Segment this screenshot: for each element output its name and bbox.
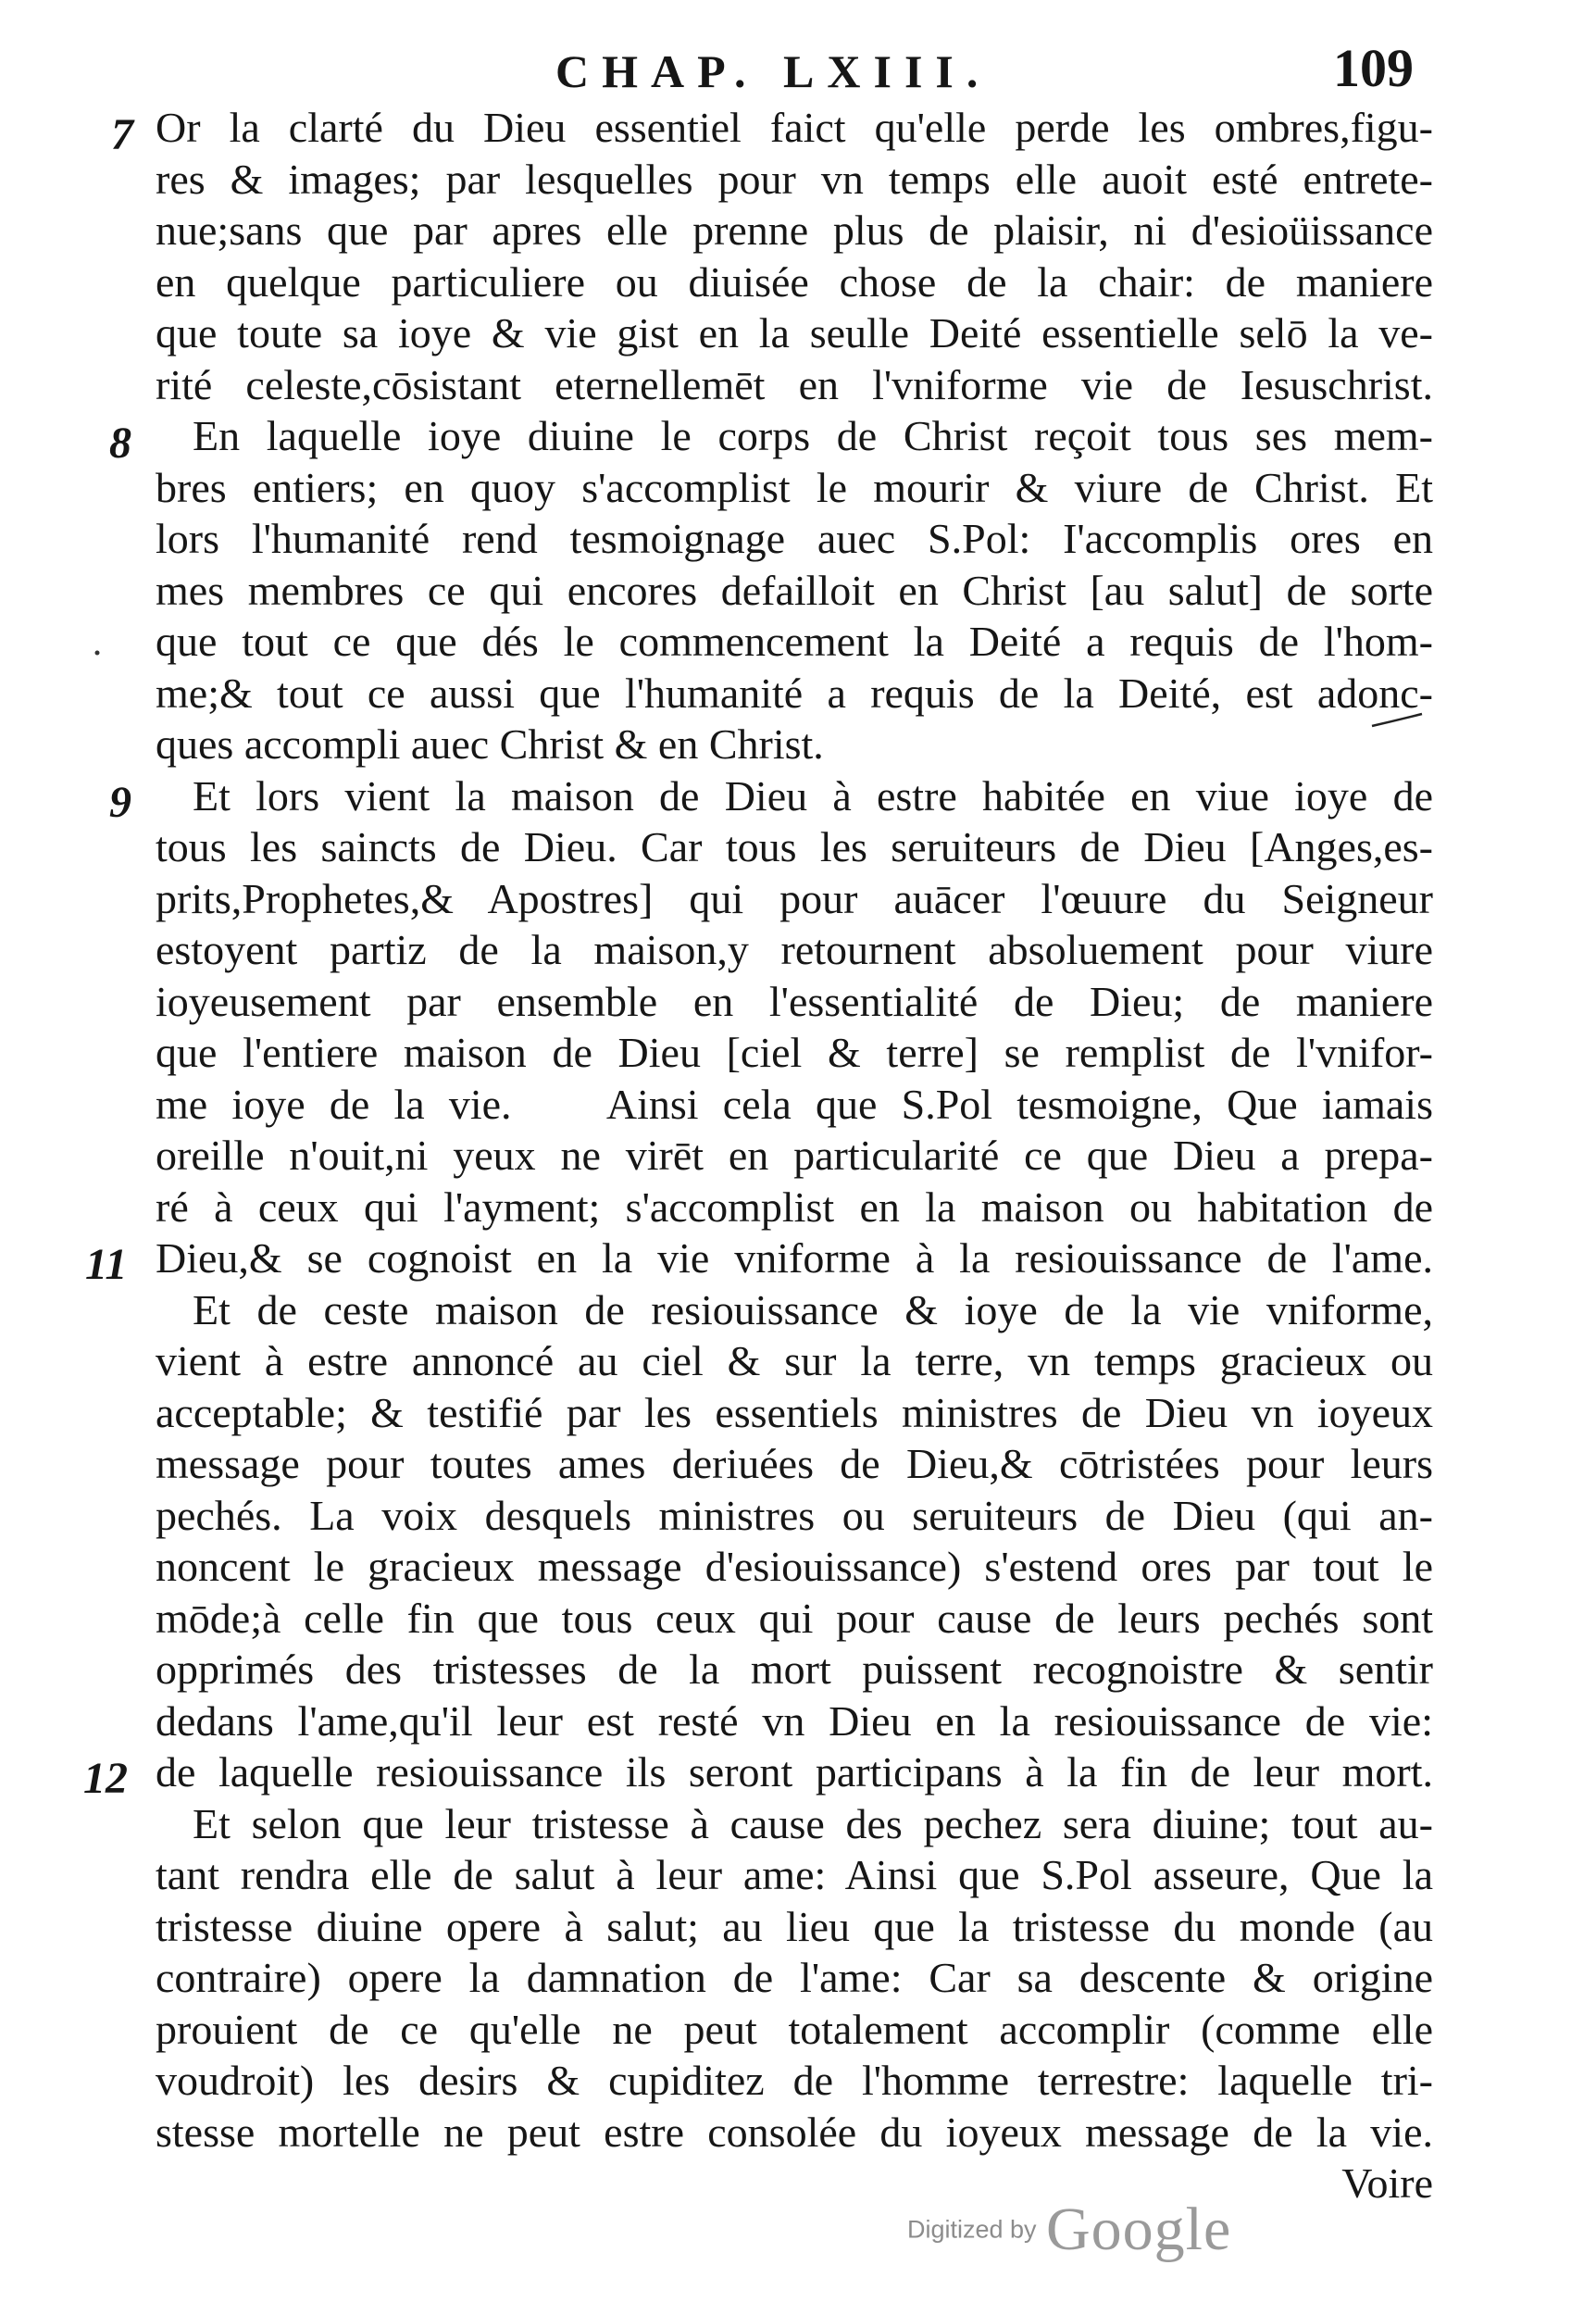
text-line: ioyeusement par ensemble en l'essentialité de Dieu; de maniere <box>156 977 1433 1025</box>
text-line: contraire) opere la damnation de l'ame: Car sa descente & origine <box>156 1954 1433 2001</box>
text-line: estoyent partiz de la maison,y retournent absoluement pour viure <box>156 926 1433 973</box>
text-line: Et de ceste maison de resiouissance & ioye de la vie vniforme, <box>193 1285 1433 1333</box>
body-text <box>156 102 1433 2209</box>
text-line: oreille n'ouit,ni yeux ne virēt en particularité ce que Dieu a prepa- <box>156 1132 1433 1179</box>
text-line: Et lors vient la maison de Dieu à estre habitée en viue ioye de <box>193 771 1433 820</box>
verse-number-12: 12 <box>83 1754 128 1803</box>
text-line: dedans l'ame,qu'il leur est resté vn Dieu en la resiouissance de vie: <box>156 1696 1433 1745</box>
text-line: Or la clarté du Dieu essentiel faict qu'elle perde les ombres,figu- <box>156 104 1433 151</box>
text-line: En laquelle ioye diuine le corps de Christ reçoit tous ses mem- <box>193 412 1433 459</box>
verse-number-9: 9 <box>109 778 131 827</box>
text-line: en quelque particuliere ou diuisée chose de la chair: de maniere <box>156 257 1433 306</box>
text-line: prits,Prophetes,& Apostres] qui pour auācer l'œuure du Seigneur <box>156 874 1433 922</box>
digitized-watermark <box>907 2195 1231 2265</box>
ink-dot-mark <box>93 648 102 657</box>
text-line: que tout ce que dés le commencement la Deité a requis de l'hom- <box>156 618 1433 665</box>
text-line: me ioye de la vie. Ainsi cela que S.Pol tesmoigne, Que iamais <box>156 1080 1433 1128</box>
text-line: mōde;à celle fin que tous ceux qui pour cause de leurs pechés sont <box>156 1594 1433 1642</box>
text-line: tant rendra elle de salut à leur ame: Ainsi que S.Pol asseure, Que la <box>156 1851 1433 1898</box>
text-line: opprimés des tristesses de la mort puissent recognoistre & sentir <box>156 1646 1433 1693</box>
text-line: acceptable; & testifié par les essentiels ministres de Dieu vn ioyeux <box>156 1388 1433 1436</box>
google-wordmark: Google <box>1046 2196 1232 2263</box>
text-line: me;& tout ce aussi que l'humanité a requis de la Deité, est adonc- <box>156 669 1433 717</box>
text-line: Dieu,& se cognoist en la vie vniforme à la resiouissance de l'ame. <box>156 1234 1433 1282</box>
verse-number-11: 11 <box>85 1240 128 1289</box>
text-line: prouient de ce qu'elle ne peut totalement accomplir (comme elle <box>156 2005 1433 2053</box>
page-number: 109 <box>1333 38 1414 98</box>
text-line: que l'entiere maison de Dieu [ciel & terre] se remplist de l'vnifor- <box>156 1029 1433 1076</box>
text-line: noncent le gracieux message d'esiouissance) s'estend ores par tout le <box>156 1543 1433 1590</box>
verse-number-8: 8 <box>109 419 131 468</box>
text-line: stesse mortelle ne peut estre consolée du ioyeux message de la vie. <box>156 2108 1433 2156</box>
text-line: Et selon que leur tristesse à cause des pechez sera diuine; tout au- <box>193 1799 1433 1847</box>
text-line: bres entiers; en quoy s'accomplist le mourir & viure de Christ. Et <box>156 463 1433 511</box>
text-line: de laquelle resiouissance ils seront participans à la fin de leur mort. <box>156 1748 1433 1796</box>
text-line: ques accompli auec Christ & en Christ. <box>156 720 824 768</box>
text-line: message pour toutes ames deriuées de Dieu,& cōtristées pour leurs <box>156 1440 1433 1487</box>
running-head: CHAP. LXIII. <box>555 45 991 97</box>
text-line: lors l'humanité rend tesmoignage auec S.Pol: I'accomplis ores en <box>156 515 1433 562</box>
text-line: vient à estre annoncé au ciel & sur la terre, vn temps gracieux ou <box>156 1337 1433 1384</box>
catchword: Voire <box>1341 2159 1433 2207</box>
text-line: rité celeste,cōsistant eternellemēt en l'vniforme vie de Iesuschrist. <box>156 360 1433 408</box>
text-line: ré à ceux qui l'ayment; s'accomplist en la maison ou habitation de <box>156 1183 1433 1231</box>
text-line: que toute sa ioye & vie gist en la seulle Deité essentielle selō la ve- <box>156 309 1433 357</box>
watermark-prefix: Digitized by <box>907 2215 1037 2244</box>
text-line: mes membres ce qui encores defailloit en Christ [au salut] de sorte <box>156 566 1433 614</box>
text-line: voudroit) les desirs & cupiditez de l'homme terrestre: laquelle tri- <box>156 2057 1433 2104</box>
text-line: pechés. La voix desquels ministres ou seruiteurs de Dieu (qui an- <box>156 1491 1433 1539</box>
text-line: res & images; par lesquelles pour vn temps elle auoit esté entrete- <box>156 155 1433 203</box>
text-line: nue;sans que par apres elle prenne plus de plaisir, ni d'esioüissance <box>156 206 1433 254</box>
verse-number-7: 7 <box>111 110 133 159</box>
text-line: tous les saincts de Dieu. Car tous les seruiteurs de Dieu [Anges,es- <box>156 823 1433 870</box>
text-line: tristesse diuine opere à salut; au lieu que la tristesse du monde (au <box>156 1902 1433 1950</box>
